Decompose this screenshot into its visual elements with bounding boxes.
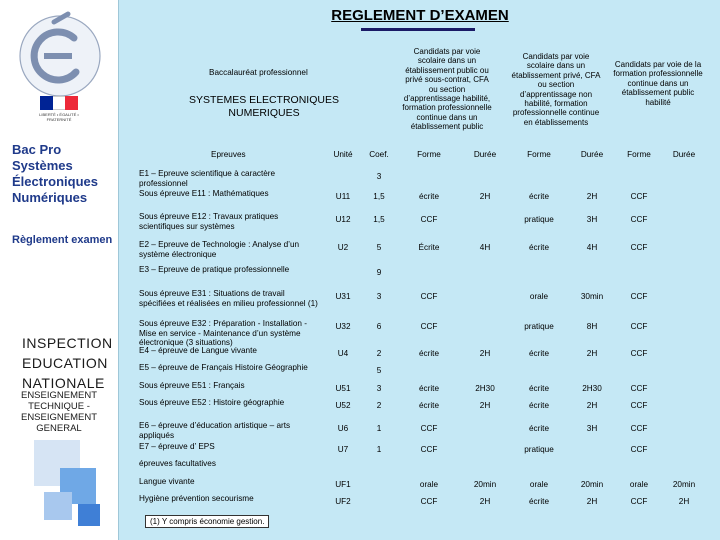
cell-coef: 3 [376,292,382,301]
cell-unit: U4 [337,349,349,358]
cell-duree-2: 4H [586,243,598,252]
decor-square [44,492,72,520]
cell-unit: U32 [335,322,351,331]
cell-forme-3: CCF [630,424,648,433]
cell-duree-1: 2H [479,349,491,358]
cell-duree-1: 2H30 [475,384,495,393]
cell-forme-1: écrite [418,384,440,393]
cell-unit: U52 [335,401,351,410]
ministry-name [22,334,113,394]
row-label: Sous épreuve E11 : Mathématiques [139,189,269,198]
row-label: Sous épreuve E51 : Français [139,381,245,390]
header-bac: Baccalauréat professionnel [209,68,308,77]
cell-coef: 1,5 [373,215,385,224]
row-label: E3 – Epreuve de pratique professionnelle [139,265,290,274]
cell-forme-3: CCF [630,497,648,506]
republic-flag-block [28,96,90,130]
cell-forme-1: CCF [420,322,438,331]
cell-duree-2: 2H [586,192,598,201]
cell-duree-1: 2H [479,497,491,506]
cell-coef: 1 [376,424,382,433]
cell-forme-1: CCF [420,215,438,224]
cell-duree-2: 2H [586,497,598,506]
ministry-line-text: EDUCATION [22,355,108,371]
cell-duree-3: 2H [678,497,690,506]
cell-forme-3: orale [629,480,649,489]
col-coef: Coef. [369,150,389,159]
cell-forme-2: orale [529,480,549,489]
header-systemes: SYSTEMES ELECTRONIQUES NUMERIQUES [189,94,339,119]
cell-forme-3: CCF [630,401,648,410]
col-duree-1: Durée [473,150,497,159]
flag-white [53,96,66,110]
row-label: Sous épreuve E32 : Préparation - Installation - Mise en service - Maintenance d’un système électronique (3 situations) [139,319,307,347]
row-label: épreuves facultatives [139,459,216,468]
cell-forme-2: écrite [528,243,550,252]
cell-forme-1: Écrite [418,243,440,252]
cell-forme-2: écrite [528,349,550,358]
row-label: E2 – Epreuve de Technologie : Analyse d’un système électronique [139,240,300,259]
cell-unit: U2 [337,243,349,252]
cell-forme-1: CCF [420,497,438,506]
cell-forme-3: CCF [630,322,648,331]
cell-coef: 2 [376,349,382,358]
col-forme-3: Forme [627,150,651,159]
cell-duree-2: 30min [580,292,604,301]
cell-unit: U51 [335,384,351,393]
cell-forme-3: CCF [630,215,648,224]
flag-caption: LIBERTÉ • ÉGALITÉ • FRATERNITÉ [39,112,79,122]
flag-blue [40,96,53,110]
flag-red [65,96,78,110]
cell-forme-3: CCF [630,292,648,301]
row-label: E7 – épreuve d’ EPS [139,442,215,451]
ministry-line [22,354,113,374]
education-e-logo-icon [14,8,106,100]
decor-square [78,504,100,526]
cell-coef: 1,5 [373,192,385,201]
cell-forme-2: écrite [528,497,550,506]
cell-unit: UF1 [335,480,351,489]
cell-coef: 9 [376,268,382,277]
bac-title: Bac Pro Systèmes Électroniques Numériques [12,142,98,205]
cell-duree-2: 2H30 [582,384,602,393]
cell-forme-1: écrite [418,349,440,358]
ministry-line-text: NATIONALE [22,375,105,391]
reglement-label: Règlement examen [12,234,113,246]
col-group-3: Candidats par voie de la formation professionnelle continue dans un établissement public habilité [613,60,703,107]
ministry-line [22,334,113,354]
cell-forme-2: écrite [528,424,550,433]
row-label: E5 – épreuve de Français Histoire Géographie [139,363,308,372]
cell-forme-1: orale [419,480,439,489]
cell-forme-2: pratique [524,215,554,224]
flag-icon [40,96,78,110]
cell-duree-2: 3H [586,424,598,433]
col-forme-1: Forme [417,150,441,159]
cell-forme-1: écrite [418,192,440,201]
cell-coef: 6 [376,322,382,331]
cell-forme-2: écrite [528,192,550,201]
cell-unit: U11 [335,192,351,201]
cell-duree-2: 2H [586,349,598,358]
cell-duree-1: 2H [479,401,491,410]
cell-forme-2: écrite [528,384,550,393]
cell-forme-1: CCF [420,292,438,301]
col-forme-2: Forme [527,150,551,159]
cell-forme-3: CCF [630,384,648,393]
main-panel [118,0,720,540]
cell-forme-3: CCF [630,445,648,454]
cell-coef: 2 [376,401,382,410]
col-duree-2: Durée [580,150,604,159]
page-title: REGLEMENT D’EXAMEN [331,7,509,24]
col-epreuves: Epreuves [211,150,246,159]
cell-forme-1: écrite [418,401,440,410]
ministry-line-text: INSPECTION [22,335,113,351]
enseignement-label: ENSEIGNEMENT TECHNIQUE - ENSEIGNEMENT GENERAL [20,390,97,434]
row-label: Sous épreuve E31 : Situations de travail spécifiées et réalisées en milieu professionnel (1) [139,289,318,308]
cell-unit: U6 [337,424,349,433]
cell-duree-2: 20min [580,480,604,489]
cell-unit: U31 [335,292,351,301]
cell-forme-1: CCF [420,424,438,433]
row-label: E1 – Epreuve scientifique à caractère professionnel [139,169,276,188]
row-label: Sous épreuve E52 : Histoire géographie [139,398,285,407]
cell-unit: U7 [337,445,349,454]
col-duree-3: Durée [672,150,696,159]
row-label: Sous épreuve E12 : Travaux pratiques scientifiques sur systèmes [139,212,279,231]
sidebar [0,0,118,540]
cell-duree-1: 20min [473,480,497,489]
cell-duree-2: 3H [586,215,598,224]
cell-unit: U12 [335,215,351,224]
cell-unit: UF2 [335,497,351,506]
cell-forme-3: CCF [630,192,648,201]
cell-forme-2: écrite [528,401,550,410]
cell-forme-2: pratique [524,322,554,331]
col-group-1: Candidats par voie scolaire dans un établissement public ou privé sous-contrat, CFA ou section d’apprentissage habilité, formation professionnelle continue dans un établissement public [402,47,492,132]
row-label: Hygiène prévention secourisme [139,494,254,503]
cell-coef: 5 [376,243,382,252]
cell-duree-1: 2H [479,192,491,201]
cell-coef: 1 [376,445,382,454]
col-unite: Unité [333,150,353,159]
title-underline [361,28,475,31]
row-label: Langue vivante [139,477,195,486]
col-group-2: Candidats par voie scolaire dans un établissement privé, CFA ou section d’apprentissage non habilité, formation professionnelle continue en établissements [511,52,601,127]
cell-duree-3: 20min [672,480,696,489]
cell-forme-2: orale [529,292,549,301]
row-label: E4 – épreuve de Langue vivante [139,346,257,355]
cell-forme-1: CCF [420,445,438,454]
cell-coef: 5 [376,366,382,375]
cell-duree-2: 8H [586,322,598,331]
cell-forme-2: pratique [524,445,554,454]
footnote: (1) Y compris économie gestion. [145,515,269,528]
row-label: E6 – épreuve d’éducation artistique – arts appliqués [139,421,291,440]
cell-duree-1: 4H [479,243,491,252]
cell-forme-3: CCF [630,349,648,358]
cell-duree-2: 2H [586,401,598,410]
cell-coef: 3 [376,384,382,393]
cell-coef: 3 [376,172,382,181]
cell-forme-3: CCF [630,243,648,252]
